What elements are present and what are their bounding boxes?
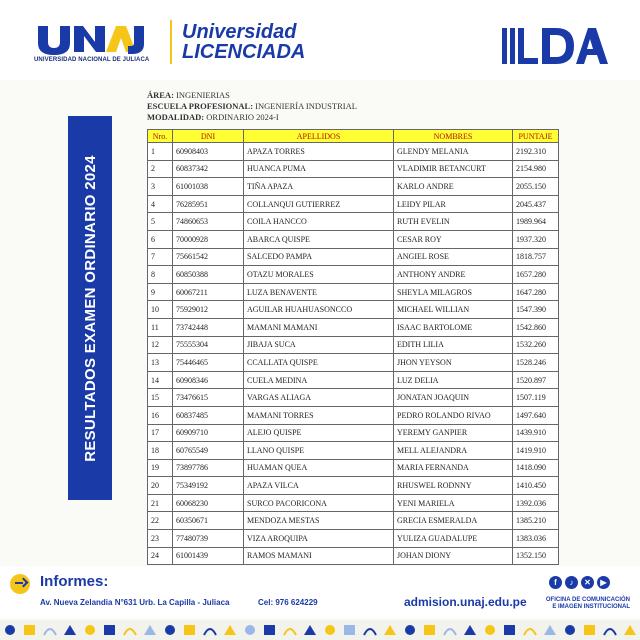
- cell-nro: 21: [148, 494, 173, 512]
- cell-puntaje: 1937.320: [513, 230, 559, 248]
- table-row: [148, 248, 559, 266]
- cell-dni: 60837485: [173, 406, 244, 424]
- cell-nombres: EDITH LILIA: [394, 336, 513, 354]
- pattern-shape: [165, 625, 175, 635]
- cell-dni: 73476615: [173, 389, 244, 407]
- pattern-shape: [85, 625, 95, 635]
- cell-puntaje: 1520.897: [513, 371, 559, 389]
- cell-puntaje: 1818.757: [513, 248, 559, 266]
- vertical-banner-text-wrap: [68, 116, 112, 500]
- cell-dni: 60908346: [173, 371, 244, 389]
- cell-apellidos: APAZA VILCA: [244, 477, 394, 495]
- table-row: [148, 230, 559, 248]
- table-row: [148, 283, 559, 301]
- office-line-1: OFICINA DE COMUNICACIÓN: [545, 597, 630, 603]
- cell-nombres: KARLO ANDRE: [394, 178, 513, 196]
- cell-nro: 5: [148, 213, 173, 231]
- cell-nombres: MICHAEL WILLIAN: [394, 301, 513, 319]
- cell-dni: 60765549: [173, 442, 244, 460]
- table-row: [148, 406, 559, 424]
- cell-apellidos: SURCO PACORICONA: [244, 494, 394, 512]
- results-table: [147, 129, 559, 565]
- office-line-2: E IMAGEN INSTITUCIONAL: [552, 604, 630, 610]
- vertical-banner-text: RESULTADOS EXAMEN ORDINARIO 2024: [81, 154, 99, 462]
- table-row: [148, 512, 559, 530]
- address-text: Av. Nueva Zelandia N°631 Urb. La Capilla - Juliaca: [40, 598, 230, 607]
- cell-dni: 77480739: [173, 530, 244, 548]
- cell-dni: 60909710: [173, 424, 244, 442]
- escuela-line: [147, 101, 357, 112]
- cell-nombres: JONATAN JOAQUIN: [394, 389, 513, 407]
- cell-puntaje: 1439.910: [513, 424, 559, 442]
- cell-nombres: RUTH EVELIN: [394, 213, 513, 231]
- table-row: [148, 266, 559, 284]
- cell-nro: 15: [148, 389, 173, 407]
- cell-nro: 12: [148, 336, 173, 354]
- cell-dni: 60850388: [173, 266, 244, 284]
- cell-apellidos: COILA HANCCO: [244, 213, 394, 231]
- university-title: [182, 22, 305, 62]
- pattern-shape: [504, 625, 515, 635]
- cell-nro: 11: [148, 318, 173, 336]
- cell-nombres: PEDRO ROLANDO RIVAO: [394, 406, 513, 424]
- cell-nro: 4: [148, 195, 173, 213]
- informes-label: Informes:: [40, 573, 109, 590]
- cell-dni: 61001038: [173, 178, 244, 196]
- table-row: [148, 389, 559, 407]
- table-row: [148, 143, 559, 161]
- cell-dni: 75555304: [173, 336, 244, 354]
- header-puntaje: PUNTAJE: [513, 130, 559, 143]
- x-icon[interactable]: ✕: [581, 576, 594, 589]
- cell-nombres: LEIDY PILAR: [394, 195, 513, 213]
- table-row: [148, 160, 559, 178]
- title-line-1: Universidad: [182, 21, 297, 43]
- cell-apellidos: ABARCA QUISPE: [244, 230, 394, 248]
- table-row: [148, 354, 559, 372]
- unaj-letters-mark: [34, 22, 154, 56]
- phone-text: Cel: 976 624229: [258, 598, 318, 607]
- table-row: [148, 459, 559, 477]
- modalidad-value: ORDINARIO 2024-I: [206, 112, 279, 122]
- cell-puntaje: 1657.280: [513, 266, 559, 284]
- pattern-shape: [245, 625, 255, 635]
- escuela-value: INGENIERÍA INDUSTRIAL: [255, 101, 357, 111]
- cell-apellidos: ALEJO QUISPE: [244, 424, 394, 442]
- youtube-icon[interactable]: ▶: [597, 576, 610, 589]
- cell-nombres: YULIZA GUADALUPE: [394, 530, 513, 548]
- cell-nombres: GLENDY MELANIA: [394, 143, 513, 161]
- logo-caption: UNIVERSIDAD NACIONAL DE JULIACA: [34, 57, 150, 63]
- cell-puntaje: 1352.150: [513, 547, 559, 565]
- cell-nro: 23: [148, 530, 173, 548]
- cell-puntaje: 1542.860: [513, 318, 559, 336]
- table-row: [148, 494, 559, 512]
- cell-dni: 76285951: [173, 195, 244, 213]
- title-line-2: LICENCIADA: [182, 41, 306, 63]
- facebook-icon[interactable]: f: [549, 576, 562, 589]
- cell-nombres: JOHAN DIONY: [394, 547, 513, 565]
- pattern-shape: [485, 625, 495, 635]
- cell-nro: 14: [148, 371, 173, 389]
- cell-puntaje: 1497.640: [513, 406, 559, 424]
- table-row: [148, 371, 559, 389]
- table-row: [148, 301, 559, 319]
- cell-apellidos: HUAMAN QUEA: [244, 459, 394, 477]
- cell-apellidos: LUZA BENAVENTE: [244, 283, 394, 301]
- tiktok-icon[interactable]: ♪: [565, 576, 578, 589]
- cell-puntaje: 1547.390: [513, 301, 559, 319]
- header-apellidos: APELLIDOS: [244, 130, 394, 143]
- cell-puntaje: 1989.964: [513, 213, 559, 231]
- cell-apellidos: MAMANI TORRES: [244, 406, 394, 424]
- cell-nombres: ANTHONY ANDRE: [394, 266, 513, 284]
- arrow-icon: [10, 574, 30, 594]
- cell-apellidos: COLLANQUI GUTIERREZ: [244, 195, 394, 213]
- cell-apellidos: APAZA TORRES: [244, 143, 394, 161]
- pattern-shape: [264, 625, 275, 635]
- cell-apellidos: CCALLATA QUISPE: [244, 354, 394, 372]
- cell-apellidos: CUELA MEDINA: [244, 371, 394, 389]
- cell-nombres: YENI MARIELA: [394, 494, 513, 512]
- exam-info: [147, 90, 357, 123]
- table-row: [148, 477, 559, 495]
- cell-puntaje: 1419.910: [513, 442, 559, 460]
- cell-nombres: SHEYLA MILAGROS: [394, 283, 513, 301]
- cell-puntaje: 1647.280: [513, 283, 559, 301]
- cell-nro: 24: [148, 547, 173, 565]
- table-row: [148, 442, 559, 460]
- table-row: [148, 178, 559, 196]
- table-row: [148, 547, 559, 565]
- area-value: INGENIERIAS: [176, 90, 230, 100]
- cell-nro: 17: [148, 424, 173, 442]
- decorative-pattern: [0, 620, 640, 640]
- pattern-shape: [325, 625, 335, 635]
- table-row: [148, 213, 559, 231]
- escuela-label: ESCUELA PROFESIONAL:: [147, 101, 254, 111]
- cell-dni: 70000928: [173, 230, 244, 248]
- cell-dni: 61001439: [173, 547, 244, 565]
- cell-nro: 1: [148, 143, 173, 161]
- area-label: ÁREA:: [147, 90, 174, 100]
- table-body: [148, 143, 559, 565]
- cell-dni: 73897786: [173, 459, 244, 477]
- cell-dni: 74860653: [173, 213, 244, 231]
- cell-puntaje: 1383.036: [513, 530, 559, 548]
- cell-nombres: CESAR ROY: [394, 230, 513, 248]
- cell-nombres: ANGIEL ROSE: [394, 248, 513, 266]
- modalidad-line: [147, 112, 357, 123]
- cell-nro: 18: [148, 442, 173, 460]
- cell-dni: 60837342: [173, 160, 244, 178]
- cell-puntaje: 2192.310: [513, 143, 559, 161]
- cell-apellidos: OTAZU MORALES: [244, 266, 394, 284]
- cell-nombres: JHON YEYSON: [394, 354, 513, 372]
- cell-puntaje: 2154.980: [513, 160, 559, 178]
- cell-nro: 22: [148, 512, 173, 530]
- header-nombres: NOMBRES: [394, 130, 513, 143]
- pattern-shape: [184, 625, 195, 635]
- cell-nro: 13: [148, 354, 173, 372]
- cell-puntaje: 1385.210: [513, 512, 559, 530]
- header-dni: DNI: [173, 130, 244, 143]
- cell-puntaje: 1392.036: [513, 494, 559, 512]
- table-row: [148, 318, 559, 336]
- cell-nombres: MARIA FERNANDA: [394, 459, 513, 477]
- cell-dni: 75929012: [173, 301, 244, 319]
- cell-nro: 3: [148, 178, 173, 196]
- cell-apellidos: VIZA AROQUIPA: [244, 530, 394, 548]
- cell-nombres: ISAAC BARTOLOME: [394, 318, 513, 336]
- table-row: [148, 195, 559, 213]
- cell-apellidos: JIBAJA SUCA: [244, 336, 394, 354]
- cell-nro: 8: [148, 266, 173, 284]
- pattern-shape: [5, 625, 15, 635]
- pattern-shape: [344, 625, 355, 635]
- social-icons: [549, 576, 610, 589]
- office-caption: [538, 597, 630, 611]
- cell-nro: 19: [148, 459, 173, 477]
- lda-logo: [500, 24, 610, 68]
- pattern-shape: [424, 625, 435, 635]
- cell-puntaje: 1507.119: [513, 389, 559, 407]
- cell-dni: 75661542: [173, 248, 244, 266]
- modalidad-label: MODALIDAD:: [147, 112, 205, 122]
- cell-apellidos: MAMANI MAMANI: [244, 318, 394, 336]
- cell-nro: 6: [148, 230, 173, 248]
- area-line: [147, 90, 357, 101]
- header: [0, 0, 640, 80]
- header-nro: Nro.: [148, 130, 173, 143]
- pattern-shape: [104, 625, 115, 635]
- cell-apellidos: MENDOZA MESTAS: [244, 512, 394, 530]
- cell-puntaje: 1410.450: [513, 477, 559, 495]
- table-row: [148, 424, 559, 442]
- cell-nombres: LUZ DELIA: [394, 371, 513, 389]
- cell-puntaje: 1418.090: [513, 459, 559, 477]
- cell-nro: 2: [148, 160, 173, 178]
- cell-nombres: MELL ALEJANDRA: [394, 442, 513, 460]
- cell-apellidos: VARGAS ALIAGA: [244, 389, 394, 407]
- cell-dni: 60350671: [173, 512, 244, 530]
- cell-puntaje: 2045.437: [513, 195, 559, 213]
- cell-nro: 7: [148, 248, 173, 266]
- unaj-logo: [34, 22, 164, 66]
- cell-apellidos: TIÑA APAZA: [244, 178, 394, 196]
- pattern-shape: [584, 625, 595, 635]
- cell-apellidos: RAMOS MAMANI: [244, 547, 394, 565]
- cell-apellidos: HUANCA PUMA: [244, 160, 394, 178]
- cell-nombres: YEREMY GANPIER: [394, 424, 513, 442]
- pattern-shape: [24, 625, 35, 635]
- cell-dni: 60908403: [173, 143, 244, 161]
- cell-puntaje: 2055.150: [513, 178, 559, 196]
- cell-dni: 73742448: [173, 318, 244, 336]
- cell-dni: 60067211: [173, 283, 244, 301]
- website-link[interactable]: admision.unaj.edu.pe: [404, 595, 527, 609]
- cell-apellidos: SALCEDO PAMPA: [244, 248, 394, 266]
- cell-nro: 16: [148, 406, 173, 424]
- table-row: [148, 530, 559, 548]
- cell-nombres: VLADIMIR BETANCURT: [394, 160, 513, 178]
- cell-nro: 9: [148, 283, 173, 301]
- logo-divider: [170, 20, 172, 64]
- cell-nombres: GRECIA ESMERALDA: [394, 512, 513, 530]
- cell-puntaje: 1532.260: [513, 336, 559, 354]
- cell-puntaje: 1528.246: [513, 354, 559, 372]
- cell-dni: 75446465: [173, 354, 244, 372]
- cell-nro: 10: [148, 301, 173, 319]
- cell-apellidos: LLANO QUISPE: [244, 442, 394, 460]
- cell-nombres: RHUSWEL RODNNY: [394, 477, 513, 495]
- pattern-shape: [405, 625, 415, 635]
- table-header-row: [148, 130, 559, 143]
- cell-apellidos: AGUILAR HUAHUASONCCO: [244, 301, 394, 319]
- cell-dni: 75349192: [173, 477, 244, 495]
- cell-nro: 20: [148, 477, 173, 495]
- pattern-shape: [565, 625, 575, 635]
- cell-dni: 60068230: [173, 494, 244, 512]
- table-row: [148, 336, 559, 354]
